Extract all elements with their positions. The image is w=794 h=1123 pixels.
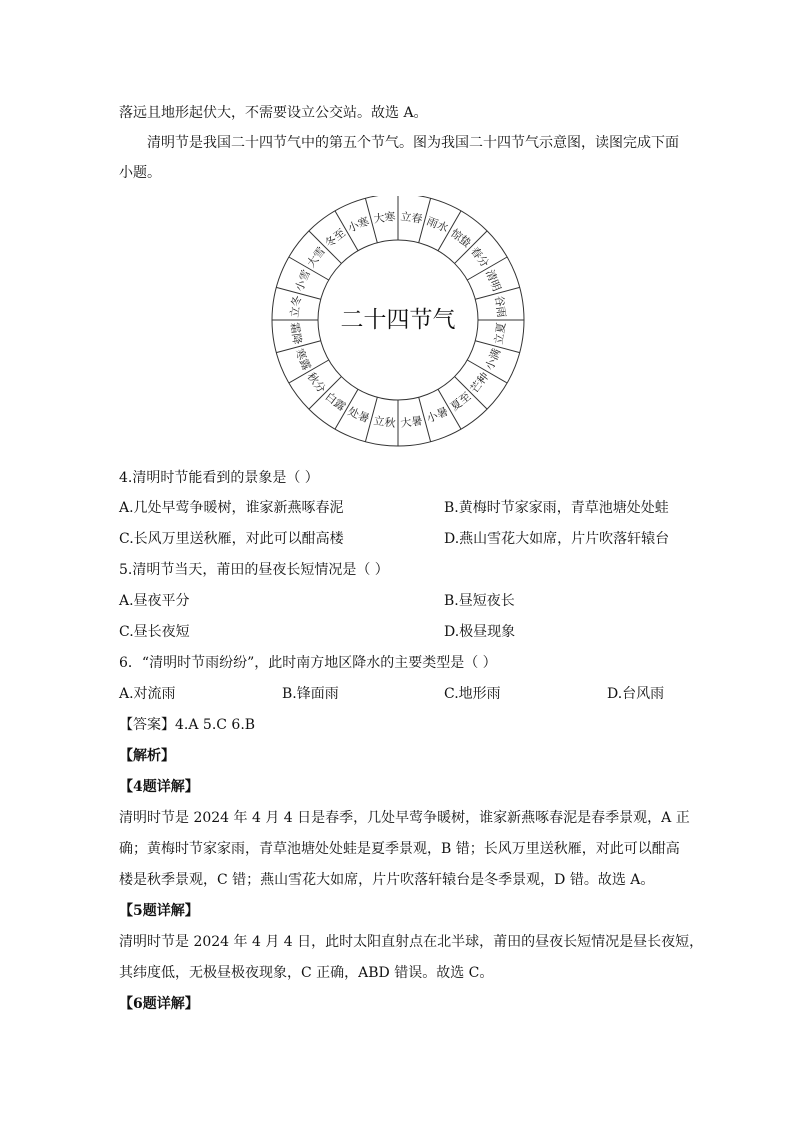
solar-term-label: 霜降 — [287, 321, 304, 346]
intro-line-1: 落远且地形起伏大，不需要设立公交站。故选 A。 — [119, 105, 428, 121]
solar-term-label: 处暑 — [345, 404, 372, 426]
detail-5-heading: 【5题详解】 — [119, 903, 199, 919]
solar-term-label: 大寒 — [372, 210, 397, 226]
q4-stem: 4.清明时节能看到的景象是（ ） — [119, 470, 319, 486]
q5-option-c: C.昼长夜短 — [119, 624, 190, 640]
intro-line-2: 清明节是我国二十四节气中的第五个节气。图为我国二十四节气示意图，读图完成下面 — [147, 135, 679, 151]
solar-term-label: 大暑 — [399, 414, 424, 430]
q6-option-a: A.对流雨 — [119, 686, 176, 702]
q6-stem: 6．“清明时节雨纷纷”，此时南方地区降水的主要类型是（ ） — [119, 655, 497, 671]
solar-term-label: 秋分 — [304, 370, 329, 396]
solar-term-label: 夏至 — [448, 389, 474, 414]
solar-term-label: 雨水 — [424, 214, 451, 236]
q4-option-c: C.长风万里送秋雁，对此可以酣高楼 — [119, 531, 344, 547]
detail-4-line-1: 清明时节是 2024 年 4 月 4 日是春季，几处早莺争暖树，谁家新燕啄春泥是春季景观，A 正 — [119, 810, 690, 826]
q5-stem: 5.清明节当天，莆田的昼夜长短情况是（ ） — [119, 562, 389, 578]
solar-term-label: 小暑 — [424, 404, 451, 426]
detail-4-line-2: 确；黄梅时节家家雨，青草池塘处处蛙是夏季景观，B 错；长风万里送秋雁，对此可以酣高 — [119, 841, 680, 857]
q5-option-d: D.极昼现象 — [444, 624, 516, 640]
intro-line-3: 小题。 — [119, 165, 161, 181]
solar-term-label: 白露 — [322, 389, 348, 414]
answer-line: 【答案】4.A 5.C 6.B — [119, 717, 256, 733]
solar-term-label: 寒露 — [292, 346, 314, 373]
solar-term-label: 小寒 — [345, 214, 372, 236]
solar-term-label: 立秋 — [372, 414, 397, 430]
q6-option-c: C.地形雨 — [444, 686, 501, 702]
q6-option-d: D.台风雨 — [607, 686, 665, 702]
solar-terms-diagram — [262, 196, 532, 450]
detail-4-heading: 【4题详解】 — [119, 779, 199, 795]
solar-term-label: 立冬 — [287, 294, 304, 319]
solar-term-label: 惊蛰 — [448, 226, 474, 251]
solar-term-label: 立夏 — [492, 321, 509, 346]
solar-term-label: 大雪 — [304, 244, 329, 270]
solar-term-label: 芒种 — [467, 370, 492, 396]
solar-term-label: 小满 — [482, 346, 504, 373]
detail-4-line-3: 楼是秋季景观，C 错；燕山雪花大如席，片片吹落轩辕台是冬季景观，D 错。故选 A。 — [119, 872, 655, 888]
solar-term-label: 春分 — [467, 244, 492, 270]
detail-6-heading: 【6题详解】 — [119, 996, 199, 1012]
solar-term-label: 清明 — [482, 267, 504, 294]
q5-option-a: A.昼夜平分 — [119, 593, 190, 609]
q6-option-b: B.锋面雨 — [282, 686, 339, 702]
q5-option-b: B.昼短夜长 — [444, 593, 515, 609]
solar-term-label: 冬至 — [322, 226, 348, 251]
solar-term-label: 小雪 — [292, 267, 314, 294]
detail-5-line-2: 其纬度低，无极昼极夜现象，C 正确，ABD 错误。故选 C。 — [119, 965, 494, 981]
solar-term-label: 谷雨 — [492, 294, 509, 319]
detail-5-line-1: 清明时节是 2024 年 4 月 4 日，此时太阳直射点在北半球，莆田的昼夜长短情况是昼长夜短， — [119, 934, 704, 950]
q4-option-b: B.黄梅时节家家雨，青草池塘处处蛙 — [444, 500, 669, 516]
q4-option-d: D.燕山雪花大如席，片片吹落轩辕台 — [444, 531, 670, 547]
diagram-center-label: 二十四节气 — [340, 307, 456, 333]
q4-option-a: A.几处早莺争暖树，谁家新燕啄春泥 — [119, 500, 344, 516]
solar-term-label: 立春 — [399, 210, 424, 226]
analysis-heading: 【解析】 — [119, 748, 175, 764]
